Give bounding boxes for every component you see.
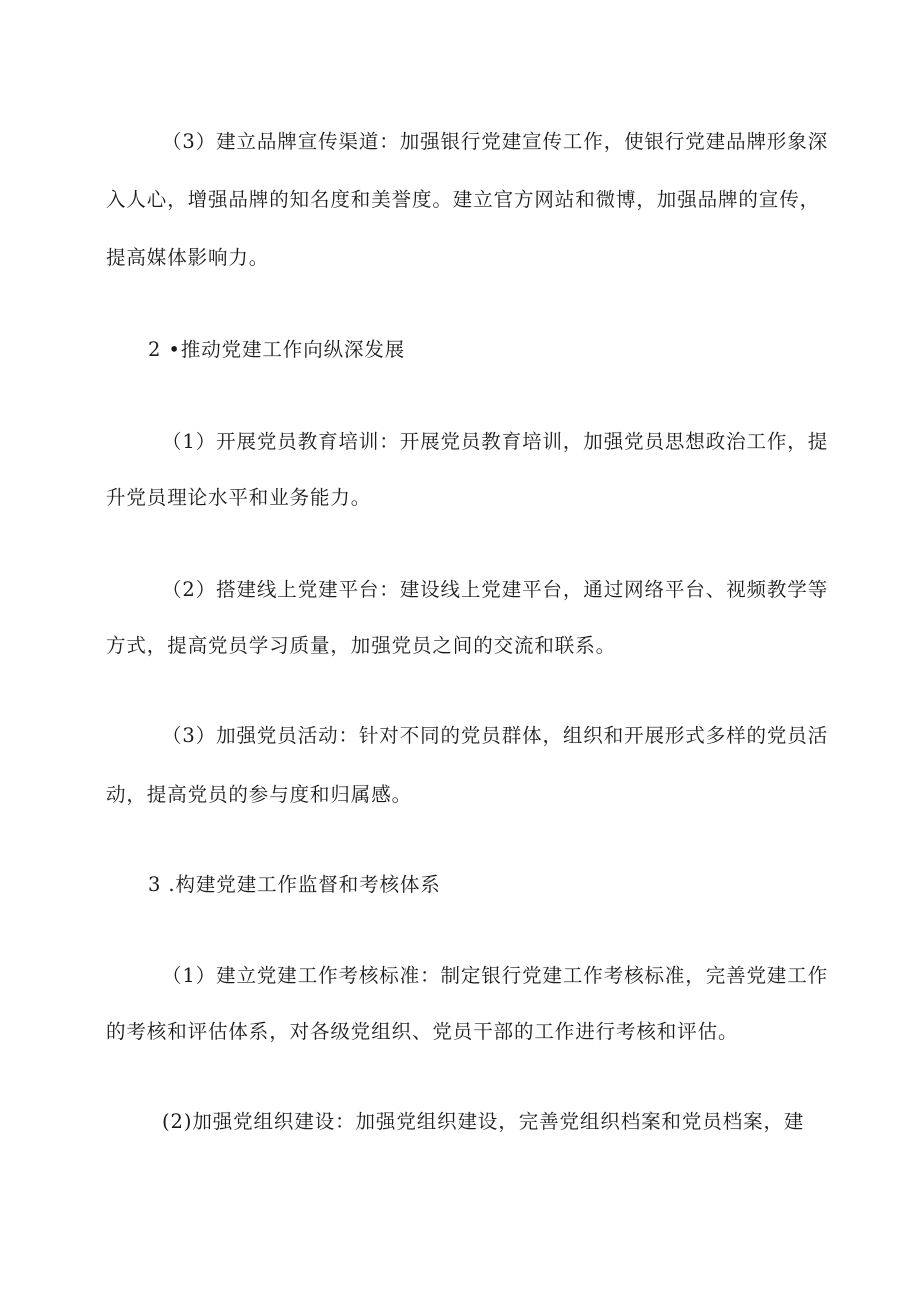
section-heading: 2 •推动党建工作向纵深发展 <box>148 338 406 361</box>
paragraph-line: （3）加强党员活动：针对不同的党员群体，组织和开展形式多样的党员活 <box>162 724 829 747</box>
paragraph-line: 提高媒体影响力。 <box>106 246 270 269</box>
paragraph-line: 升党员理论水平和业务能力。 <box>106 486 372 509</box>
paragraph-line: （1）建立党建工作考核标准：制定银行党建工作考核标准，完善党建工作 <box>162 964 829 987</box>
paragraph-line: 入人心，增强品牌的知名度和美誉度。建立官方网站和微博，加强品牌的宣传， <box>106 188 821 211</box>
paragraph-line: 的考核和评估体系，对各级党组织、党员干部的工作进行考核和评估。 <box>106 1020 739 1043</box>
paragraph-line: 方式，提高党员学习质量，加强党员之间的交流和联系。 <box>106 634 617 657</box>
section-heading: 3 .构建党建工作监督和考核体系 <box>148 873 441 896</box>
paragraph-line: （1）开展党员教育培训：开展党员教育培训，加强党员思想政治工作，提 <box>162 430 829 453</box>
paragraph-line: (2)加强党组织建设：加强党组织建设，完善党组织档案和党员档案，建 <box>162 1110 805 1133</box>
paragraph-line: （3）建立品牌宣传渠道：加强银行党建宣传工作，使银行党建品牌形象深 <box>162 130 829 153</box>
paragraph-line: （2）搭建线上党建平台：建设线上党建平台，通过网络平台、视频教学等 <box>162 578 829 601</box>
paragraph-line: 动，提高党员的参与度和归属感。 <box>106 783 413 806</box>
